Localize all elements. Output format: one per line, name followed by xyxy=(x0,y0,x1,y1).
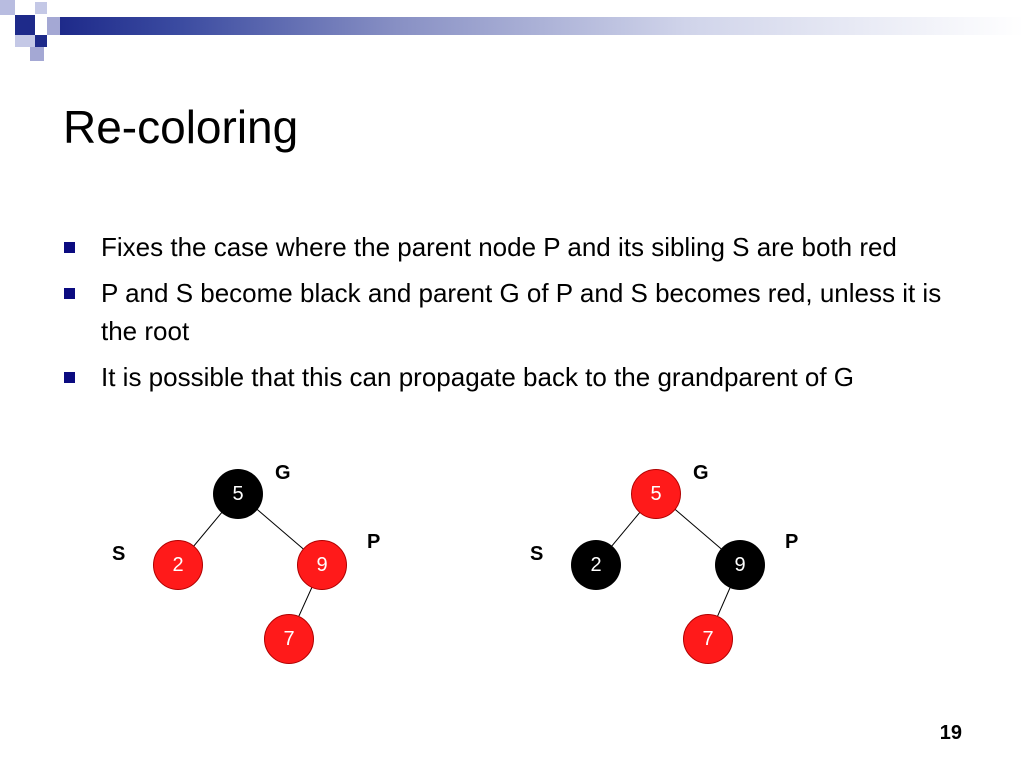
tree-node-child: 7 xyxy=(683,614,733,664)
tree-node-root: 5 xyxy=(631,469,681,519)
tree-label-p: P xyxy=(785,531,799,553)
tree-node-right: 9 xyxy=(715,540,765,590)
tree-label-g: G xyxy=(693,462,709,484)
tree-label-s: S xyxy=(112,543,126,565)
tree-node-child: 7 xyxy=(264,614,314,664)
bullet-text: P and S become black and parent G of P and S becomes red, unless it is the root xyxy=(101,278,942,346)
slide-title: Re-coloring xyxy=(63,101,299,153)
page-number: 19 xyxy=(939,722,962,744)
tree-label-p: P xyxy=(367,531,381,553)
tree-node-root: 5 xyxy=(213,469,263,519)
tree-label-g: G xyxy=(275,462,291,484)
bullet-text: Fixes the case where the parent node P and its sibling S are both red xyxy=(101,232,897,262)
bullet-text: It is possible that this can propagate back to the grandparent of G xyxy=(101,362,855,392)
tree-node-right: 9 xyxy=(297,540,347,590)
tree-node-left: 2 xyxy=(153,540,203,590)
tree-node-left: 2 xyxy=(571,540,621,590)
tree-label-s: S xyxy=(530,543,544,565)
